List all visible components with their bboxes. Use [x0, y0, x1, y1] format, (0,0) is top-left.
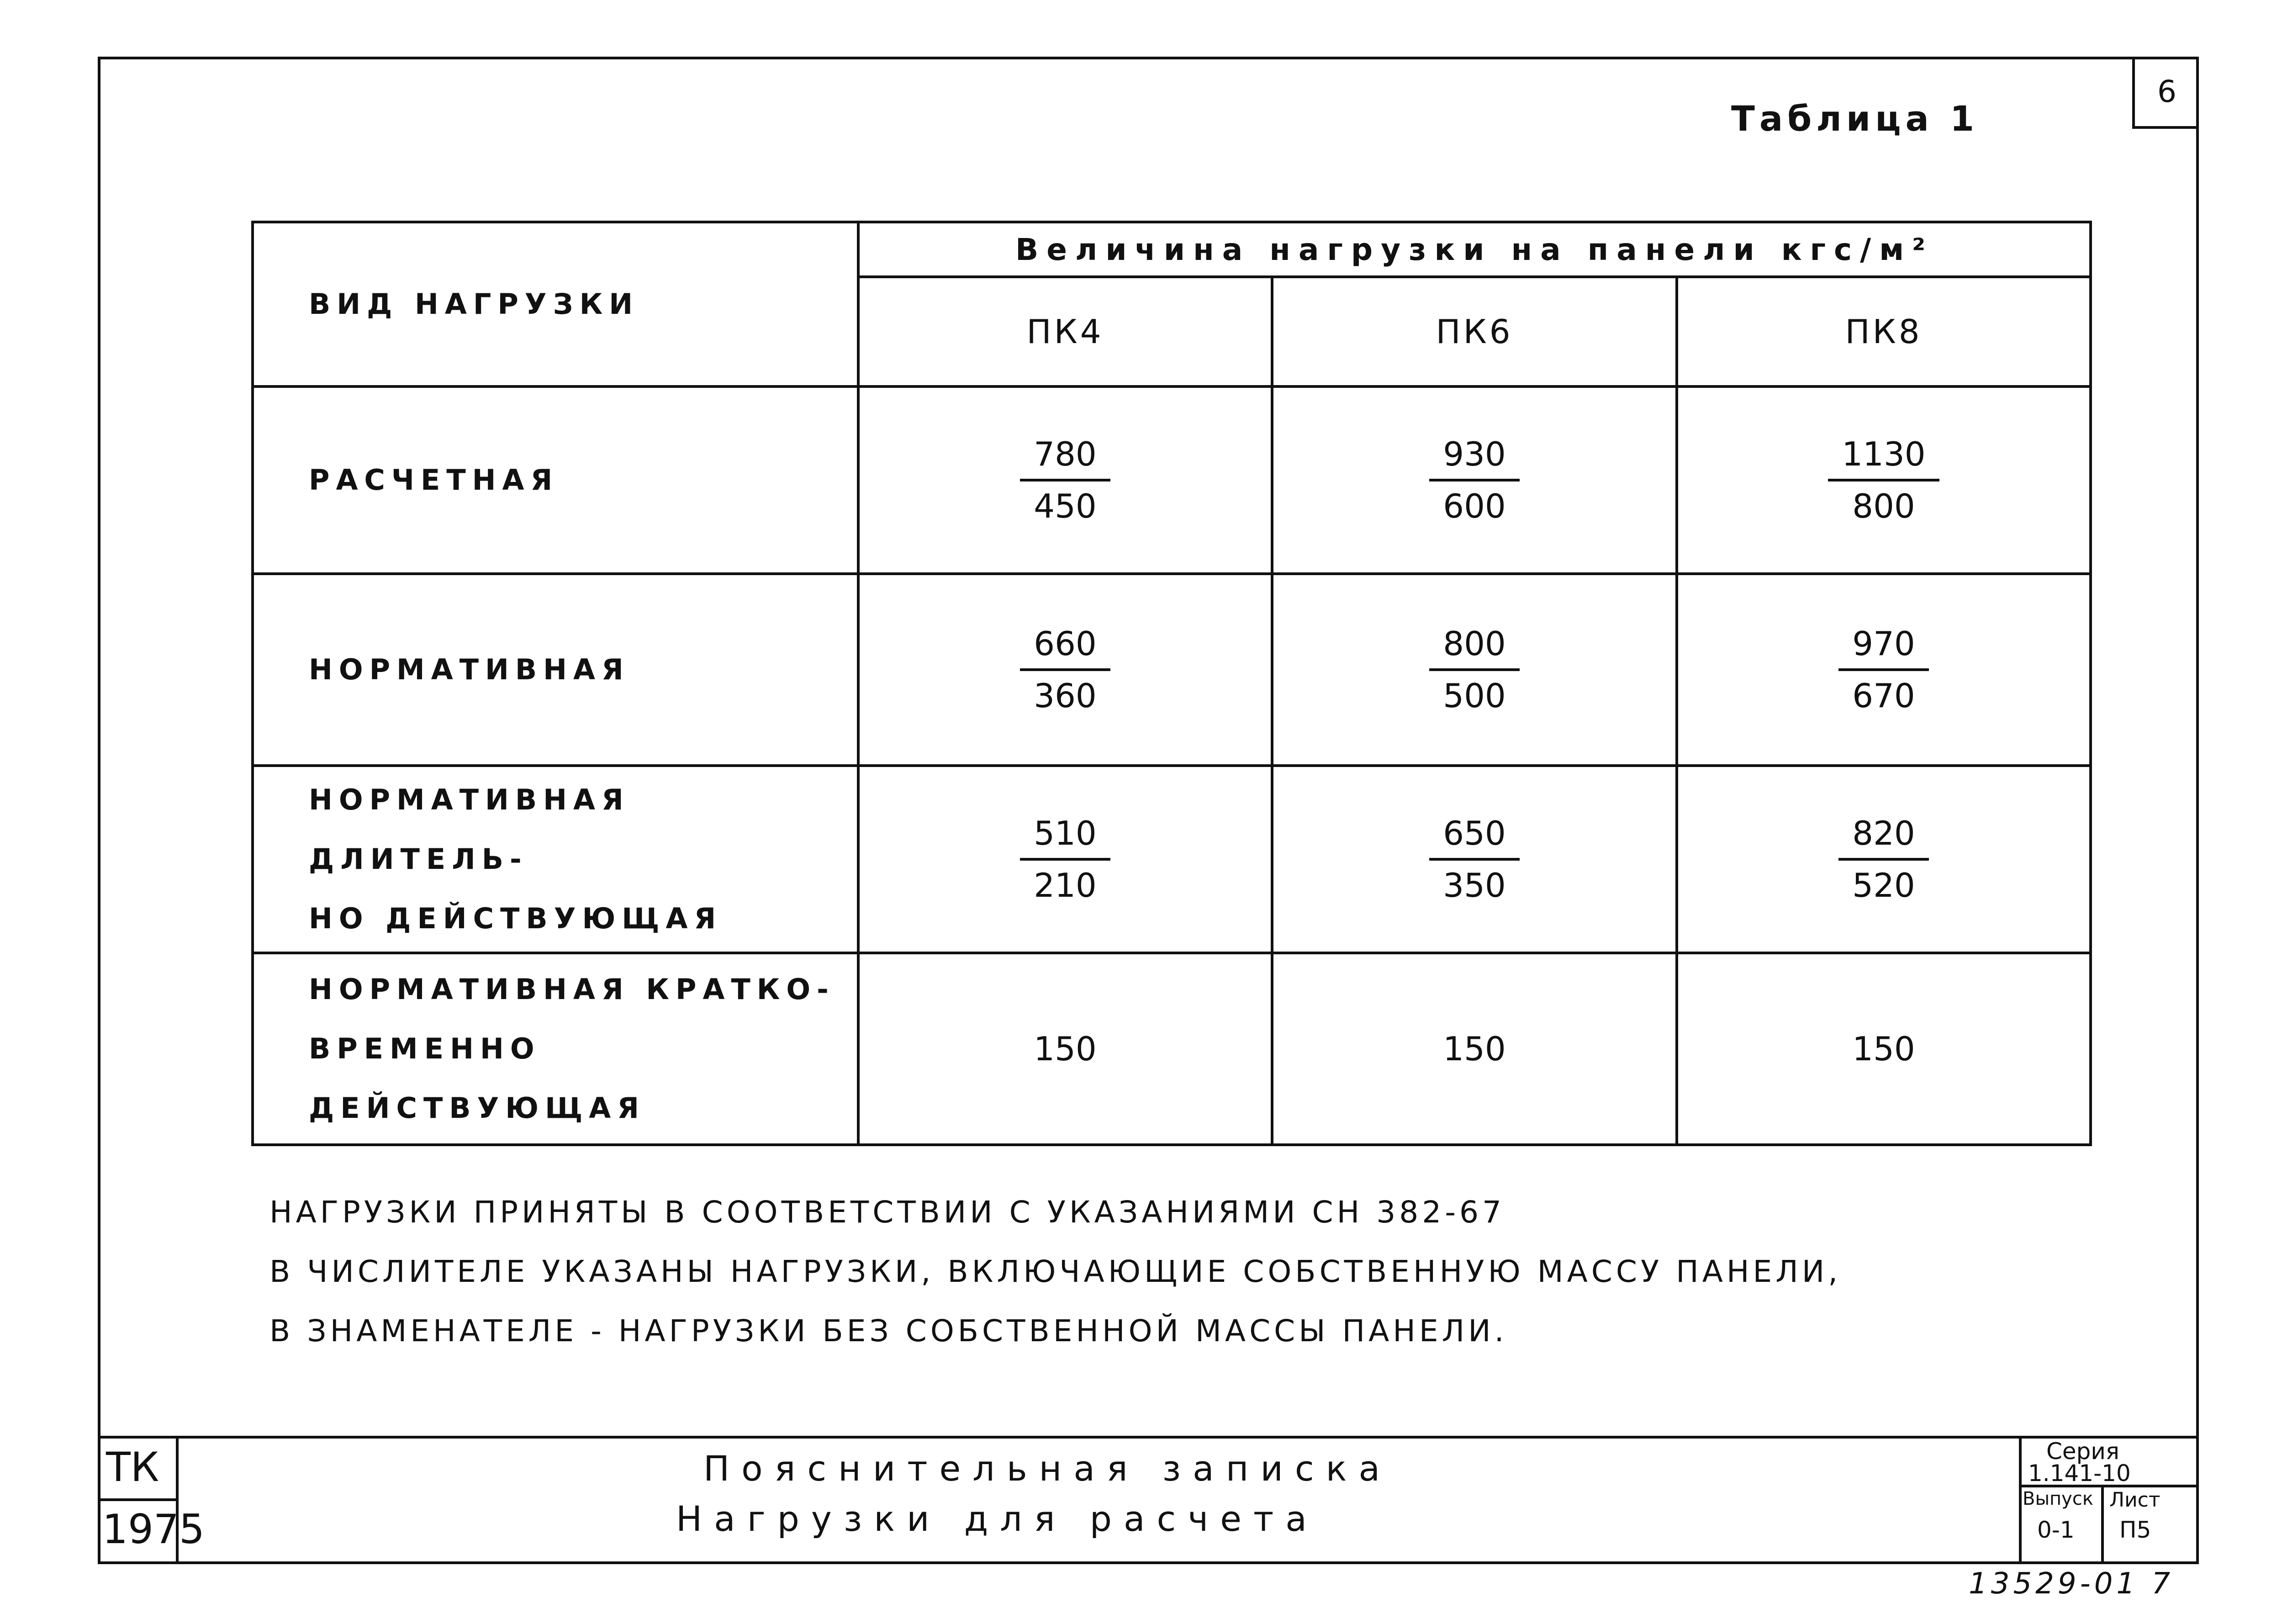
table-cell: $\frac{660}{360}$ [858, 574, 1272, 766]
series-label: Серия [2046, 1438, 2119, 1465]
series-value: 1.141-10 [2028, 1460, 2131, 1486]
title-block-divider [98, 1498, 176, 1501]
column-header: ПК6 [1272, 277, 1677, 386]
table-row [253, 766, 2091, 953]
sheet-title-line1: Пояснительная записка [703, 1448, 1392, 1489]
header-group: Величина нагрузки на панели кгс/м² [858, 222, 2091, 277]
note-line: В ЧИСЛИТЕЛЕ УКАЗАНЫ НАГРУЗКИ, ВКЛЮЧАЮЩИЕ СОБСТВЕННУЮ МАССУ ПАНЕЛИ, [269, 1254, 1842, 1289]
note-line: НАГРУЗКИ ПРИНЯТЫ В СООТВЕТСТВИИ С УКАЗАНИЯМИ СН 382-67 [269, 1195, 1505, 1230]
table-cell: $\frac{970}{670}$ [1677, 574, 2091, 766]
row-label: НОРМАТИВНАЯ [253, 574, 858, 766]
sheet-title-line2: Нагрузки для расчета [676, 1498, 1319, 1539]
org-code: ТК [106, 1444, 159, 1491]
archive-number: 13529-01 7 [1969, 1567, 2174, 1601]
table-row [253, 953, 2091, 1145]
issue-label: Выпуск [2023, 1488, 2093, 1509]
loads-table [251, 221, 2092, 1146]
table-cell: $\frac{930}{600}$ [1272, 386, 1677, 574]
table-cell: $\frac{800}{500}$ [1272, 574, 1677, 766]
table-cell: 150 [858, 953, 1272, 1145]
row-label: НОРМАТИВНАЯ ДЛИТЕЛЬ- НО ДЕЙСТВУЮЩАЯ [253, 766, 858, 953]
column-header: ПК8 [1677, 277, 2091, 386]
table-cell: $\frac{820}{520}$ [1677, 766, 2091, 953]
title-block-top-border [98, 1436, 2199, 1439]
sheet-label: Лист [2109, 1488, 2161, 1512]
title-block-divider [2101, 1485, 2104, 1564]
column-header: ПК4 [858, 277, 1272, 386]
table-cell: $\frac{1130}{800}$ [1677, 386, 2091, 574]
table-cell: $\frac{510}{210}$ [858, 766, 1272, 953]
title-block-divider [2019, 1436, 2022, 1564]
row-label: РАСЧЕТНАЯ [253, 386, 858, 574]
table-title: Таблица 1 [1731, 98, 1979, 139]
row-label: НОРМАТИВНАЯ КРАТКО- ВРЕМЕННО ДЕЙСТВУЮЩАЯ [253, 953, 858, 1145]
table-cell: $\frac{650}{350}$ [1272, 766, 1677, 953]
header-row-label: ВИД НАГРУЗКИ [253, 222, 858, 386]
table-cell: 150 [1272, 953, 1677, 1145]
table-cell: 150 [1677, 953, 2091, 1145]
note-line: В ЗНАМЕНАТЕЛЕ - НАГРУЗКИ БЕЗ СОБСТВЕННОЙ МАССЫ ПАНЕЛИ. [269, 1313, 1508, 1349]
table-cell: $\frac{780}{450}$ [858, 386, 1272, 574]
table-row [253, 574, 2091, 766]
page-number: 6 [2132, 57, 2199, 129]
sheet-value: П5 [2119, 1517, 2151, 1543]
table-row [253, 386, 2091, 574]
year: 1975 [102, 1506, 205, 1553]
issue-value: 0-1 [2037, 1517, 2075, 1543]
